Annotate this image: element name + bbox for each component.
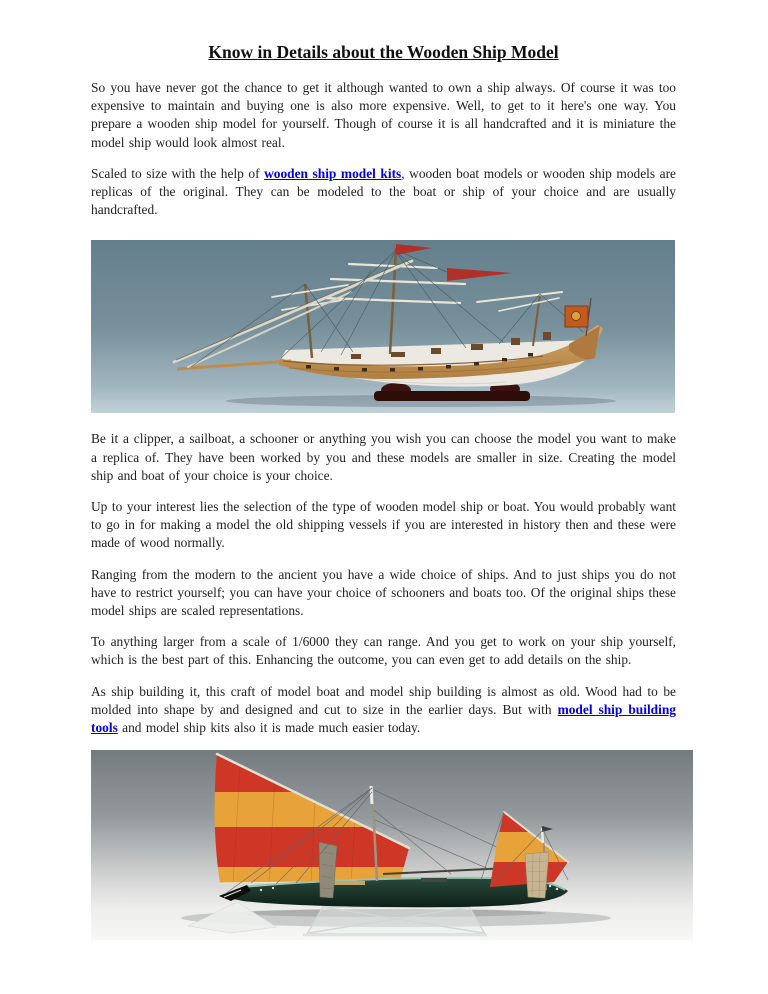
paragraph-ranging — [91, 566, 676, 621]
figure-barge-ship-model — [91, 750, 676, 940]
ship1-stern-flag — [565, 306, 588, 327]
paragraph-scale — [91, 633, 676, 669]
ship2-acrylic-stand — [303, 907, 487, 935]
barge-ship-photo — [91, 750, 693, 940]
figure-xebec-ship-model — [91, 240, 676, 413]
paragraph-clipper — [91, 430, 676, 485]
page-title: Know in Details about the Wooden Ship Model — [208, 42, 559, 62]
link-model-ship-building-tools[interactable]: model ship building tools — [91, 701, 676, 736]
paragraph-intro — [91, 79, 676, 152]
paragraph-scaled-before: Scaled to size with the help of — [91, 165, 265, 181]
paragraph-interest-text: Up to your interest lies the selection of the type of wooden model ship or boat. You would probably want to go in for making a model the old shipping vessels if you are interested in history then and these were made of wood normally. — [91, 499, 676, 551]
paragraph-shipbuilding-before: As ship building it, this craft of model boat and model ship building is almost as old. Wood had to be molded into shape by and designed and cut to size in the earlier days. But with — [91, 683, 676, 717]
paragraph-shipbuilding — [91, 683, 676, 738]
paragraph-scaled — [91, 165, 676, 220]
paragraph-clipper-text: Be it a clipper, a sailboat, a schooner or anything you wish you can choose the model you want to make a replica of. They have been worked by you and these models are smaller in size. Creating the model ship and boat of your choice is your choice. — [91, 431, 676, 483]
paragraph-scale-text: To anything larger from a scale of 1/6000 they can range. And you get to work on your ship yourself, which is the best part of this. Enhancing the outcome, you can even get to add details on the ship. — [91, 634, 676, 668]
paragraph-shipbuilding-after: and model ship kits also it is made much easier today. — [117, 720, 421, 736]
paragraph-interest — [91, 498, 676, 553]
xebec-ship-photo — [91, 240, 675, 413]
paragraph-intro-text: So you have never got the chance to get it although wanted to own a ship always. Of course it was too expensive to maintain and buying one is also more expensive. Well, to get to it here's one way. You prepare a wooden ship model for yourself. Though of course it is all handcrafted and it is miniature the model ship would look almost real. — [91, 80, 676, 150]
paragraph-ranging-text: Ranging from the modern to the ancient you have a wide choice of ships. And to just ships you do not have to restrict yourself; you can have your choice of schooners and boats too. Of the original ships these model ships are scaled representations. — [91, 566, 676, 619]
paragraph-scaled-after: , wooden boat models or wooden ship models are replicas of the original. They can be modeled to the boat or ship of your choice and are usually handcrafted. — [91, 165, 676, 218]
link-wooden-ship-model-kits[interactable]: wooden ship model kits — [264, 165, 402, 181]
